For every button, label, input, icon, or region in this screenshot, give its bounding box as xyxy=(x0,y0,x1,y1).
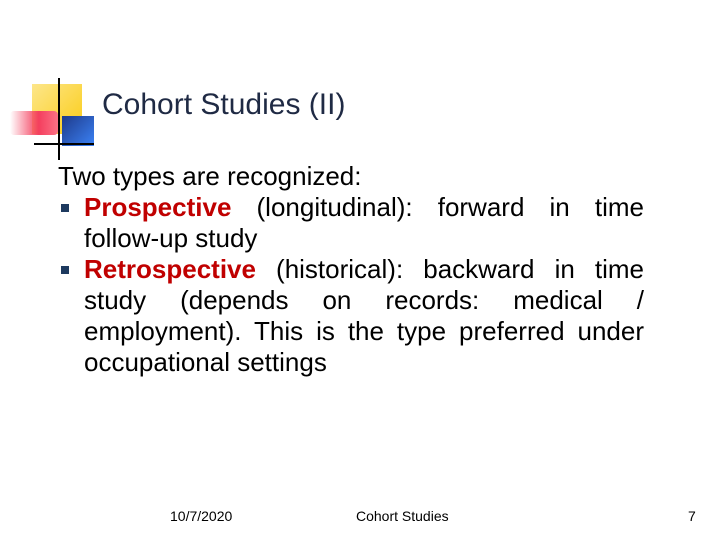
bullet-prospective xyxy=(58,192,644,254)
square-bullet-icon xyxy=(61,204,69,212)
footer-page-number: 7 xyxy=(688,508,696,524)
bullet-text: (longitudinal): forward in time follow-up study xyxy=(84,192,644,253)
intro-text: Two types are recognized: xyxy=(58,161,362,191)
bullet-text: (historical): backward in time study (depends on records: medical / employment). This is the type preferred under occupational settings xyxy=(84,254,644,377)
red-bar-shape xyxy=(10,111,58,135)
footer-date: 10/7/2020 xyxy=(170,508,233,524)
slide-title: Cohort Studies (II) xyxy=(102,88,346,121)
vertical-rule xyxy=(58,78,60,160)
horizontal-rule xyxy=(34,143,94,145)
slide-logo-decoration xyxy=(0,0,110,170)
blue-square-shape xyxy=(62,116,94,146)
square-bullet-icon xyxy=(61,266,69,274)
bullet-retrospective xyxy=(58,254,644,378)
footer-title: Cohort Studies xyxy=(356,508,449,524)
slide-body xyxy=(58,161,644,378)
term-retrospective: Retrospective xyxy=(84,254,256,284)
term-prospective: Prospective xyxy=(84,192,232,222)
